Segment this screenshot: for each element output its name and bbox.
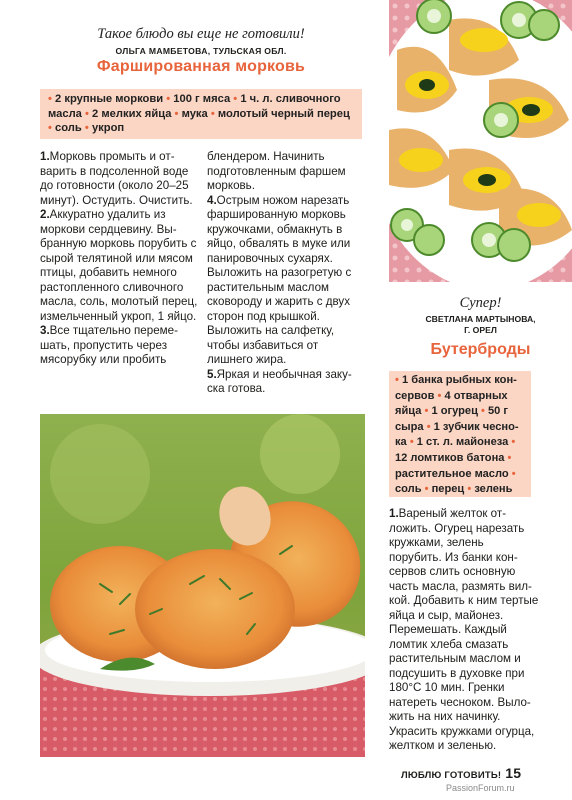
recipe-step [207,150,365,194]
recipe-step [40,324,200,368]
stuffed-carrot-photo [40,414,365,757]
step-text: Острым ножом нарезать фаршированную морковь кружочками, обмакнуть в яйцо, обвалять в муке или панировочных сухарях. Выложить на разогретую с растительным маслом сковороду и жарить с двух сторон под крышкой. Выложить на салфетку, чтобы избавиться от лишнего жира. [207,193,352,366]
ingredient-item: 2 крупные моркови [55,93,164,105]
ingredient-bullet: • [395,374,402,386]
step-text: блендером. Начинить подготовленным фаршем морковь. [207,150,346,192]
ingredients-box-right [389,371,531,497]
ingredient-item: 1 огурец [431,405,478,418]
ingredient-bullet: • [174,107,182,120]
recipe-step [207,194,365,368]
ingredient-item: 1 ст. л. майонеза [416,436,509,449]
ingredient-item: соль [395,483,422,496]
step-number: 5. [207,367,217,381]
ingredient-bullet: • [48,93,56,105]
ingredient-item: 12 ломтиков батона [395,451,505,464]
ingredient-bullet: • [511,467,516,480]
right-intro-text: Супер! [459,295,502,311]
ingredient-bullet: • [426,420,434,433]
page-number: 15 [505,765,522,781]
step-number: 2. [40,208,50,221]
ingredient-bullet: • [467,483,475,496]
ingredient-item: 100 г мяса [173,93,231,105]
ingredient-item: 2 мелких яйца [92,107,172,120]
step-number: 4. [207,193,217,207]
step-number: 1. [389,507,399,520]
ingredient-bullet: • [424,405,432,418]
watermark: PassionForum.ru [446,783,515,793]
ingredient-bullet: • [233,93,241,105]
ingredient-bullet: • [85,107,93,120]
ingredient-item: 1 зубчик чеснока [395,420,519,449]
step-text: Все тщательно перемешать, пропустить через мясорубку или пробить [40,324,178,366]
left-author: ОЛЬГА МАМБЕТОВА, ТУЛЬСКАЯ ОБЛ. [115,46,287,56]
right-author [389,314,572,336]
right-author-city: Г. ОРЕЛ [464,325,497,335]
ingredient-bullet: • [511,436,516,449]
step-number: 1. [40,150,50,163]
ingredient-bullet: • [481,405,488,418]
ingredient-item: перец [431,483,465,496]
steps-column-1 [40,150,200,368]
ingredient-bullet: • [424,483,432,496]
stuffed-carrot-illustration [40,414,365,757]
ingredient-bullet: • [84,122,92,135]
steps-column-right [389,507,539,754]
recipe-step [40,208,200,324]
sandwiches-illustration [389,0,572,282]
ingredient-item: зелень [474,483,513,496]
ingredient-item: 1 банка рыбных консервов [395,374,517,402]
step-text: Вареный желток отложить. Огурец нарезать кружками, зелень порубить. Из банки консервов слить основную часть масла, размять вилкой. Добавить к ним тертые яйца и сыр, майонез. Перемешать. Каждый ломтик хлеба смазать растительным маслом и подсушить в духовке при 180°С 10 мин. Гренки натереть чесноком. Выложить на них начинку. Украсить кружками огурца, желтком и зеленью. [389,507,539,752]
ingredient-bullet: • [507,451,512,464]
ingredient-item: 50 г сыра [395,405,509,433]
ingredient-item: растительное масло [395,467,509,480]
recipe-step [207,368,365,397]
ingredients-box-left [40,89,362,139]
recipe-step [389,507,539,754]
right-author-name: СВЕТЛАНА МАРТЫНОВА, [425,314,536,324]
step-text: Морковь промыть и отварить в подсоленной воде до готовности (около 20–25 минут). Остудить. Очистить. [40,150,193,207]
recipe-title-left: Фаршированная морковь [96,58,306,75]
recipe-title-right: Бутерброды [430,341,531,358]
steps-column-2 [207,150,365,397]
ingredient-item: укроп [91,122,125,135]
left-intro-text: Такое блюдо вы еще не готовили! [97,26,305,42]
page-footer [401,765,521,781]
magazine-name: ЛЮБЛЮ ГОТОВИТЬ! [401,770,502,781]
ingredient-item: соль [55,122,82,135]
ingredient-bullet: • [210,107,218,120]
ingredient-item: мука [181,107,208,120]
ingredient-item: 4 отварных яйца [395,389,508,418]
recipe-step [40,150,200,208]
sandwiches-photo [389,0,572,282]
ingredient-item: молотый черный перец [217,107,350,120]
ingredient-bullet: • [409,436,417,449]
step-number: 3. [40,324,50,337]
ingredient-bullet: • [166,93,174,105]
step-text: Аккуратно удалить из моркови сердцевину. Выбранную морковь порубить с сырой телятиной или мясом птицы, добавить немного растопленного сливочного масла, соль, молотый перец, измельченный укроп, 1 яйцо. [40,208,198,323]
ingredient-bullet: • [48,122,56,135]
ingredient-item: 1 ч. л. сливочного масла [48,93,341,120]
step-text: Яркая и необычная закуска готова. [207,367,352,395]
ingredient-bullet: • [437,389,445,402]
left-intro [40,26,362,56]
